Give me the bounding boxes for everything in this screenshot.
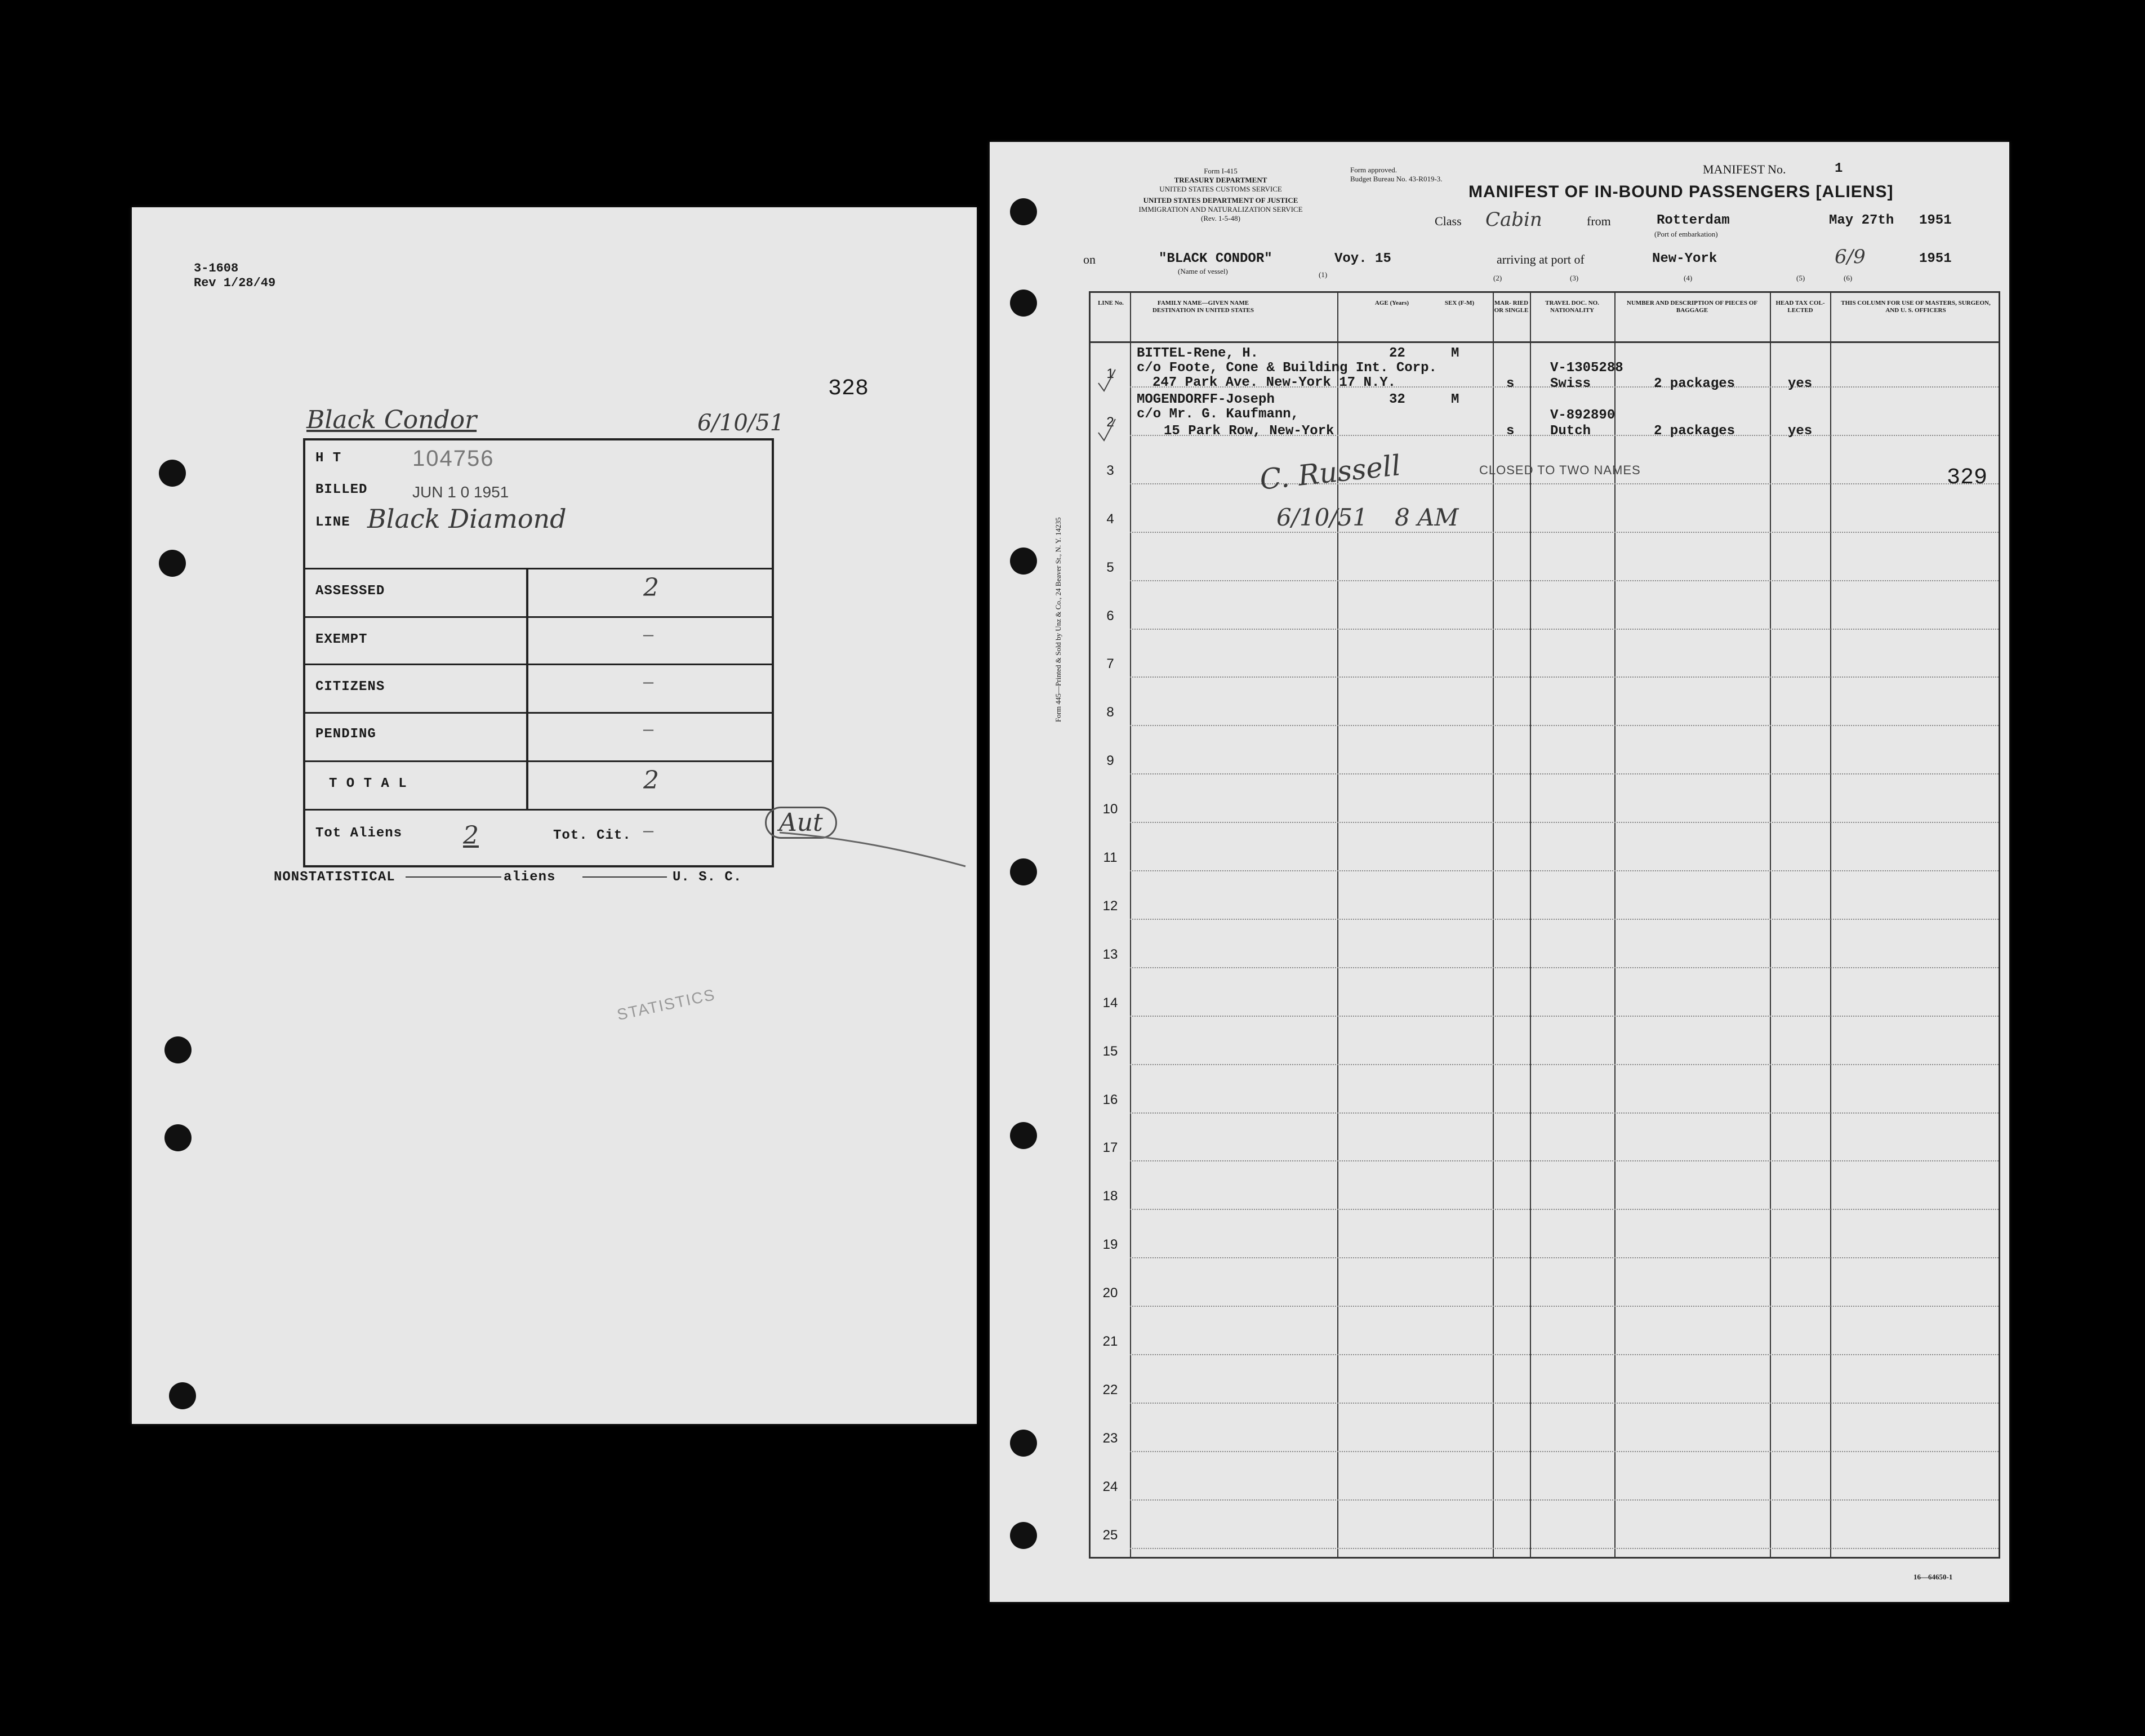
col-num-5: (5): [1796, 274, 1805, 282]
punch-hole: [164, 1036, 192, 1063]
row-rule: [1130, 1548, 1999, 1549]
col-header-officers: THIS COLUMN FOR USE OF MASTERS, SURGEON, AND U. S. OFFICERS: [1841, 300, 1991, 314]
entry-2-nationality: Dutch: [1550, 424, 1591, 439]
row-number: 15: [1102, 1043, 1118, 1059]
row-number: 20: [1102, 1285, 1118, 1301]
tot-aliens-value: 2: [463, 821, 479, 850]
checkmarks: [1096, 366, 1119, 456]
row-rule: [1130, 773, 1999, 774]
exempt-value: —: [643, 626, 654, 646]
entry-2-doc: V-892890: [1550, 408, 1616, 423]
row-rule: [1130, 1451, 1999, 1452]
row-rule: [1130, 1016, 1999, 1017]
row-rule: [1130, 1160, 1999, 1161]
entry-2-addr1: c/o Mr. G. Kaufmann,: [1137, 407, 1300, 422]
form-revision: Rev 1/28/49: [194, 276, 276, 290]
row-number: 19: [1102, 1237, 1118, 1253]
row-number: 10: [1102, 802, 1118, 817]
manifest-no-label: MANIFEST No.: [1703, 162, 1786, 176]
manifest-no-value: 1: [1835, 161, 1843, 176]
entry-1-married: s: [1506, 376, 1515, 391]
row-number: 12: [1102, 898, 1118, 914]
punch-hole: [1010, 1522, 1037, 1549]
row-rule: [1130, 822, 1999, 823]
usc-label: U. S. C.: [673, 870, 742, 885]
billed-date: JUN 1 0 1951: [412, 483, 509, 501]
punch-hole: [164, 1124, 192, 1151]
page-number: 328: [828, 376, 869, 402]
col-header-age: AGE (Years): [1374, 300, 1409, 306]
row-rule: [1130, 1354, 1999, 1355]
row-rule: [1130, 967, 1999, 968]
col-header-name: FAMILY NAME—GIVEN NAME DESTINATION IN UNITED STATES: [1152, 300, 1254, 314]
vessel-handwritten: Black Condor: [306, 406, 477, 434]
entry-1-headtax: yes: [1788, 376, 1813, 391]
col-header-doc: TRAVEL DOC. NO. NATIONALITY: [1545, 300, 1599, 314]
aliens-label: aliens: [504, 870, 556, 885]
sail-year: 1951: [1919, 213, 1952, 228]
from-value: Rotterdam: [1657, 213, 1730, 228]
row-number: 18: [1102, 1189, 1118, 1204]
row-number: 14: [1102, 995, 1118, 1011]
ht-label: H T: [315, 451, 342, 466]
entry-1-addr1: c/o Foote, Cone & Building Int. Corp.: [1137, 360, 1437, 376]
row-rule: [1130, 1112, 1999, 1114]
col-num-3: (3): [1570, 274, 1579, 282]
entry-1-name: BITTEL-Rene, H.: [1137, 346, 1259, 361]
row-number: 6: [1106, 608, 1114, 624]
row-number: 16: [1102, 1092, 1118, 1107]
punch-hole: [1010, 1430, 1037, 1457]
approval-line-2: Budget Bureau No. 43-R019-3.: [1350, 175, 1443, 183]
tot-aliens-label: Tot Aliens: [315, 826, 403, 841]
row-number: 25: [1102, 1527, 1118, 1543]
row-number: 5: [1106, 559, 1114, 575]
sail-date: May 27th: [1829, 213, 1894, 228]
entry-2-name: MOGENDORFF-Joseph: [1137, 392, 1275, 407]
row-number: 2: [1106, 414, 1114, 430]
entry-2-age: 32: [1389, 392, 1405, 407]
row-number: 22: [1102, 1382, 1118, 1397]
row-number: 3: [1106, 462, 1114, 478]
assessed-label: ASSESSED: [315, 584, 385, 599]
col-num-2: (2): [1493, 274, 1502, 282]
col-num-6: (6): [1844, 274, 1853, 282]
dept-immigration: IMMIGRATION AND NATURALIZATION SERVICE: [1138, 205, 1303, 213]
row-number: 24: [1102, 1479, 1118, 1494]
row-rule: [1130, 919, 1999, 920]
row-number: 1: [1106, 366, 1114, 381]
printer-imprint: Form 445—Printed & Sold by Unz & Co., 24 Beaver St., N. Y. 14235: [1054, 517, 1062, 722]
row-rule: [1130, 1257, 1999, 1258]
col-num-4: (4): [1684, 274, 1693, 282]
row-rule: [1130, 870, 1999, 871]
punch-hole: [1010, 290, 1037, 317]
total-value: 2: [643, 766, 659, 795]
vessel-caption: (Name of vessel): [1178, 267, 1228, 275]
class-label: Class: [1435, 214, 1462, 228]
pen-stroke: [780, 827, 971, 872]
footer-code: 16—64650-1: [1913, 1573, 1953, 1581]
line-handwritten: Black Diamond: [367, 504, 567, 534]
row-number: 7: [1106, 656, 1114, 672]
from-caption: (Port of embarkation): [1654, 230, 1718, 238]
tally-box: [303, 438, 774, 867]
inspector-signature: C. Russell: [1258, 449, 1403, 496]
form-number: Form I-415: [1204, 167, 1238, 175]
billed-label: BILLED: [315, 482, 368, 497]
col-header-married: MAR- RIED OR SINGLE: [1494, 300, 1529, 314]
punch-hole: [169, 1382, 196, 1409]
row-number: 13: [1102, 946, 1118, 962]
date-handwritten: 6/10/51: [697, 410, 785, 436]
dept-justice: UNITED STATES DEPARTMENT OF JUSTICE: [1143, 196, 1298, 204]
col-header-headtax: HEAD TAX COL- LECTED: [1775, 300, 1825, 314]
assessed-value: 2: [643, 573, 659, 602]
row-rule: [1130, 725, 1999, 726]
row-rule: [1130, 1499, 1999, 1501]
punch-hole: [159, 460, 186, 487]
citizens-value: —: [643, 674, 654, 693]
row-number: 21: [1102, 1334, 1118, 1349]
entry-2-baggage: 2 packages: [1654, 424, 1735, 439]
punch-hole: [1010, 1122, 1037, 1149]
row-number: 4: [1106, 511, 1114, 527]
row-rule: [1130, 1403, 1999, 1404]
arrival-date: 6/9: [1835, 246, 1866, 268]
initials-signature: Aut: [765, 807, 837, 839]
row-number: 9: [1106, 753, 1114, 769]
row-rule: [1130, 580, 1999, 581]
from-label: from: [1587, 214, 1611, 228]
vessel-name: "BLACK CONDOR": [1159, 251, 1272, 266]
closed-note: CLOSED TO TWO NAMES: [1479, 463, 1641, 477]
entry-1-nationality: Swiss: [1550, 376, 1591, 391]
col-header-baggage: NUMBER AND DESCRIPTION OF PIECES OF BAGGAGE: [1626, 300, 1758, 314]
dept-customs: UNITED STATES CUSTOMS SERVICE: [1159, 185, 1282, 193]
row-rule: [1130, 1306, 1999, 1307]
entry-2-addr2: 15 Park Row, New-York: [1164, 424, 1334, 439]
statistics-stamp: STATISTICS: [615, 985, 717, 1024]
entry-1-doc: V-1305288: [1550, 360, 1623, 376]
entry-2-married: s: [1506, 424, 1515, 439]
row-number: 11: [1103, 850, 1118, 865]
row-number: 23: [1102, 1430, 1118, 1446]
arriving-label: arriving at port of: [1497, 252, 1585, 266]
inspection-time: 8 AM: [1395, 504, 1459, 531]
nonstatistical-label: NONSTATISTICAL: [274, 870, 395, 885]
entry-1-age: 22: [1389, 346, 1405, 361]
pending-value: —: [643, 721, 654, 740]
punch-hole: [1010, 198, 1037, 225]
col-header-line: LINE No.: [1098, 300, 1124, 306]
row-rule: [1130, 532, 1999, 533]
arrival-port: New-York: [1652, 251, 1717, 266]
entry-1-baggage: 2 packages: [1654, 376, 1735, 391]
on-label: on: [1083, 252, 1096, 266]
total-label: T O T A L: [329, 776, 407, 791]
manifest-page-number: 329: [1947, 465, 1988, 491]
tot-cit-value: —: [643, 822, 654, 842]
punch-hole: [1010, 858, 1037, 885]
punch-hole: [1010, 547, 1037, 575]
voyage: Voy. 15: [1334, 251, 1391, 266]
col-header-sex: SEX (F-M): [1444, 300, 1475, 306]
approval-line-1: Form approved.: [1350, 166, 1398, 174]
entry-2-sex: M: [1451, 392, 1459, 407]
col-num-1: (1): [1319, 270, 1328, 279]
tot-cit-label: Tot. Cit.: [553, 828, 631, 843]
pending-label: PENDING: [315, 727, 376, 742]
row-number: 8: [1106, 705, 1114, 720]
row-rule: [1130, 629, 1999, 630]
ht-number: 104756: [412, 446, 495, 471]
row-rule: [1130, 1209, 1999, 1210]
row-rule: [1130, 676, 1999, 678]
entry-1-sex: M: [1451, 346, 1459, 361]
row-number: 17: [1102, 1140, 1118, 1156]
line-label: LINE: [315, 515, 350, 530]
manifest-title: MANIFEST OF IN-BOUND PASSENGERS [ALIENS]: [1468, 182, 1894, 201]
manifest-table: [1089, 291, 2000, 1559]
inspection-date: 6/10/51: [1276, 504, 1368, 531]
dept-treasury: TREASURY DEPARTMENT: [1174, 176, 1267, 184]
entry-1-addr2: 247 Park Ave. New-York 17 N.Y.: [1152, 375, 1396, 390]
class-value: Cabin: [1485, 208, 1542, 231]
exempt-label: EXEMPT: [315, 632, 368, 647]
tally-card: [132, 207, 977, 1424]
punch-hole: [159, 550, 186, 577]
arrival-year: 1951: [1919, 251, 1952, 266]
manifest-sheet: [990, 142, 2009, 1602]
entry-2-headtax: yes: [1788, 424, 1813, 439]
row-rule: [1130, 1064, 1999, 1065]
citizens-label: CITIZENS: [315, 679, 385, 695]
form-id: 3-1608: [194, 261, 239, 275]
dept-revision: (Rev. 1-5-48): [1201, 214, 1240, 222]
